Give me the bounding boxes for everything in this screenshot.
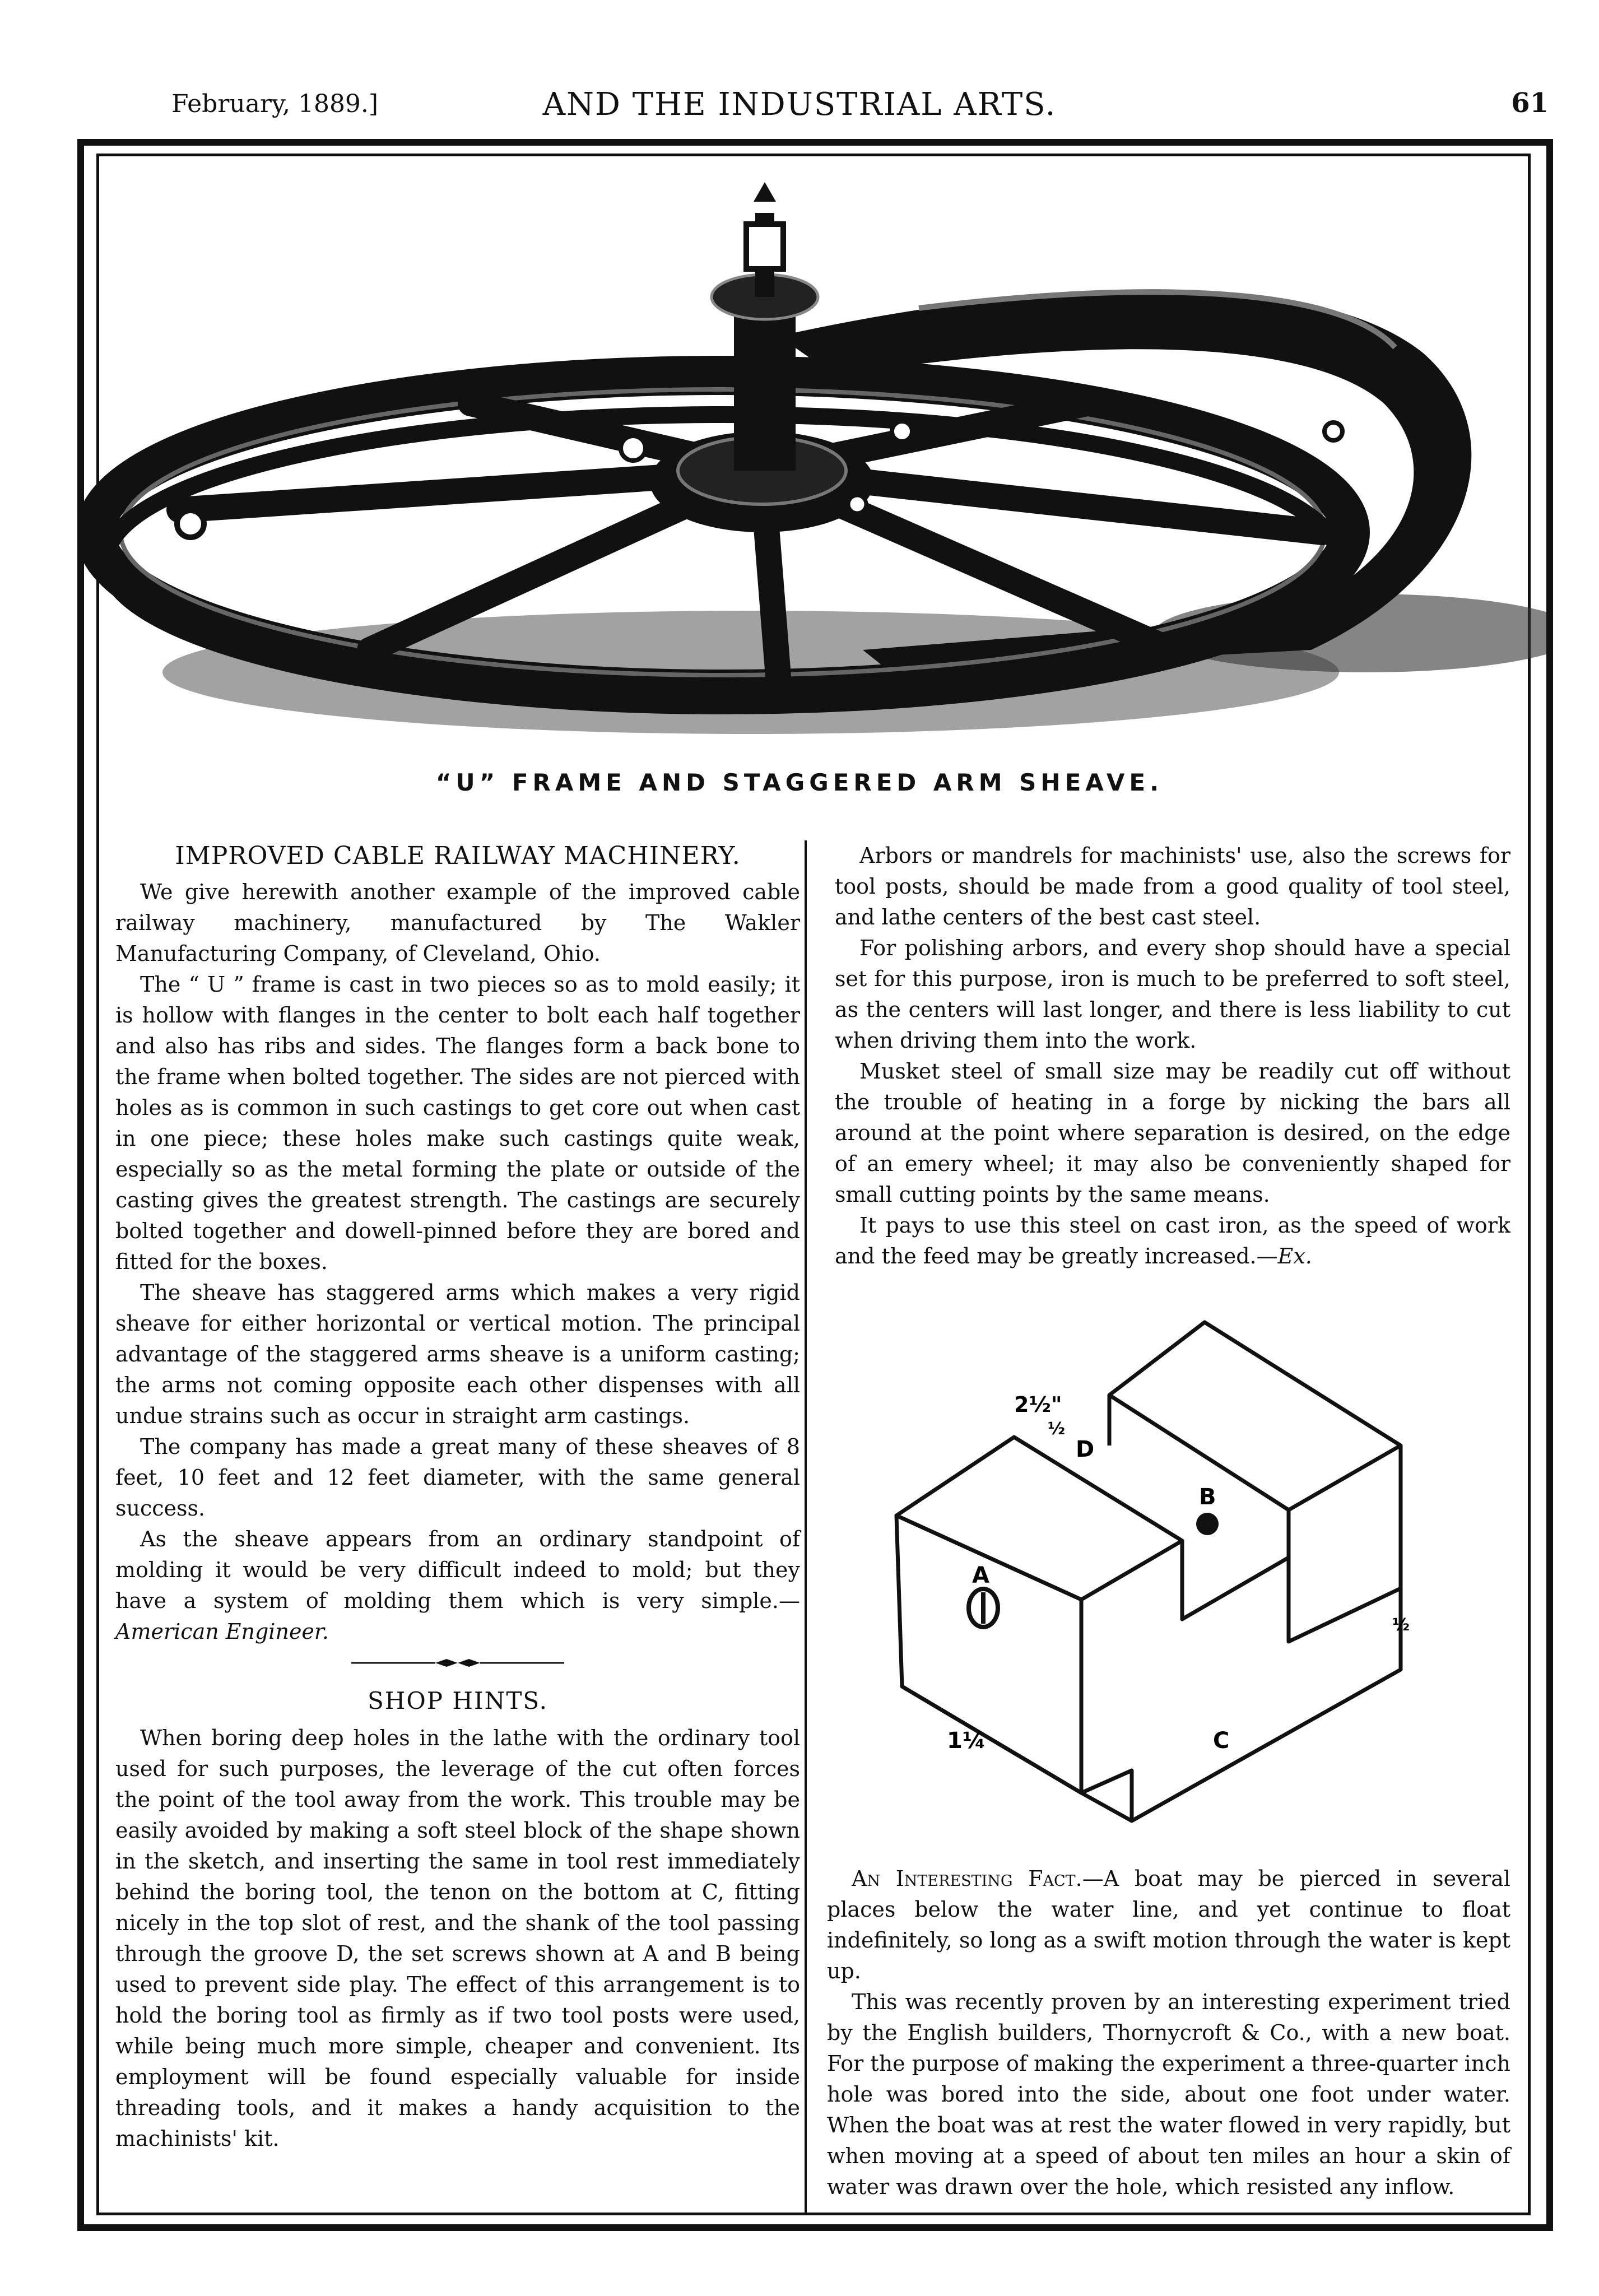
dimension-right: ½ <box>1392 1615 1410 1635</box>
article-lead-interesting-fact: An Interesting Fact. <box>852 1866 1082 1891</box>
dimension-top: 2½" <box>1014 1392 1062 1417</box>
article-paragraph: We give herewith another example of the improved cable railway machinery, manufactured by The Wakler Manufacturing Company, of Cleveland, Ohio. <box>115 880 800 966</box>
article-paragraph: The company has made a great many of these sheaves of 8 feet, 10 feet and 12 feet diameter, with the same general success. <box>115 1434 800 1521</box>
right-column-bottom <box>827 1863 1510 2202</box>
article-paragraph <box>827 1863 1510 1987</box>
article-title-cable-railway: IMPROVED CABLE RAILWAY MACHINERY. <box>175 842 741 870</box>
paragraph-text: As the sheave appears from an ordinary standpoint of molding it would be very difficult indeed to mold; but they have a system of molding them which is very simple.— <box>115 1527 800 1613</box>
page-number: 61 <box>1511 87 1549 119</box>
article-paragraph: This was recently proven by an interesting experiment tried by the English builders, Thornycroft & Co., with a new boat. For the purpose of making the experiment a three-quarter inch hole was bored into the side, about one foot under water. When the boat was at rest the water flowed in very rapidly, but when moving at a speed of about ten miles an hour a skin of water was drawn over the hole, which resisted any inflow. <box>827 1990 1510 2199</box>
label-d: D <box>1076 1437 1095 1462</box>
article-paragraph <box>115 1524 800 1647</box>
figure-caption: “U” FRAME AND STAGGERED ARM SHEAVE. <box>435 769 1164 796</box>
article-paragraph <box>835 1210 1510 1272</box>
column-divider <box>805 840 807 2213</box>
article-paragraph: When boring deep holes in the lathe with the ordinary tool used for such purposes, the leverage of the cut often forces the point of the tool away from the work. This trouble may be easily avoided by making a soft steel block of the shape shown in the sketch, and inserting the same in tool rest immediately behind the boring tool, the tenon on the bottom at C, fitting nicely in the top slot of rest, and the shank of the tool passing through the groove D, the set screws shown at A and B being used to prevent side play. The effect of this arrangement is to hold the boring tool as firmly as if two tool posts were used, while being much more simple, cheaper and convenient. Its employment will be found especially valuable for inside threading tools, and it makes a handy acquisition to the machinists' kit. <box>115 1726 800 2151</box>
label-c: C <box>1213 1728 1230 1754</box>
source-credit: American Engineer. <box>115 1619 329 1644</box>
paragraph-text: —A boat may be pierced in several places below the water line, and yet continue to float indefinitely, so long as a swift motion through the water is kept up. <box>827 1866 1510 1983</box>
dimension-top-secondary: ½ <box>1048 1419 1066 1439</box>
left-column <box>115 840 800 2154</box>
dimension-left: 1¼ <box>947 1728 986 1754</box>
page-header <box>0 86 1599 123</box>
running-title: AND THE INDUSTRIAL ARTS. <box>542 86 1057 123</box>
article-title-shop-hints: SHOP HINTS. <box>367 1687 549 1714</box>
steel-block-sketch <box>840 1305 1513 1843</box>
section-divider-ornament <box>351 1657 564 1668</box>
article-paragraph: Musket steel of small size may be readily cut off without the trouble of heating in a forge by nicking the bars all around at the point where separation is desired, on the edge of an emery wheel; it may also be conveniently shaped for small cutting points by the same means. <box>835 1059 1510 1207</box>
paragraph-text: It pays to use this steel on cast iron, as the speed of work and the feed may be greatly increased.— <box>835 1213 1510 1268</box>
article-paragraph: The sheave has staggered arms which makes a very rigid sheave for either horizontal or vertical motion. The principal advantage of the staggered arms sheave is a uniform casting; the arms not coming opposite each other dispenses with all undue strains such as occur in straight arm castings. <box>115 1280 800 1428</box>
source-credit: Ex. <box>1277 1244 1312 1268</box>
right-column-top <box>835 840 1510 1272</box>
label-a: A <box>972 1563 989 1588</box>
article-paragraph: The “ U ” frame is cast in two pieces so as to mold easily; it is hollow with flanges in the center to bolt each half together and also has ribs and sides. The flanges form a back bone to the frame when bolted together. The sides are not pierced with holes as is common in such castings to get core out when cast in one piece; these holes make such castings quite weak, especially so as the metal forming the plate or outside of the casting gives the greatest strength. The castings are securely bolted together and dowell-pinned before they are bored and fitted for the boxes. <box>115 972 800 1274</box>
article-paragraph: For polishing arbors, and every shop should have a special set for this purpose, iron is much to be preferred to soft steel, as the centers will last longer, and there is less liability to cut when driving them into the work. <box>835 936 1510 1053</box>
issue-date: February, 1889.] <box>171 90 379 118</box>
article-paragraph: Arbors or mandrels for machinists' use, also the screws for tool posts, should be made from a good quality of tool steel, and lathe centers of the best cast steel. <box>835 843 1510 929</box>
label-b: B <box>1199 1484 1216 1510</box>
sheave-illustration <box>78 168 1546 762</box>
